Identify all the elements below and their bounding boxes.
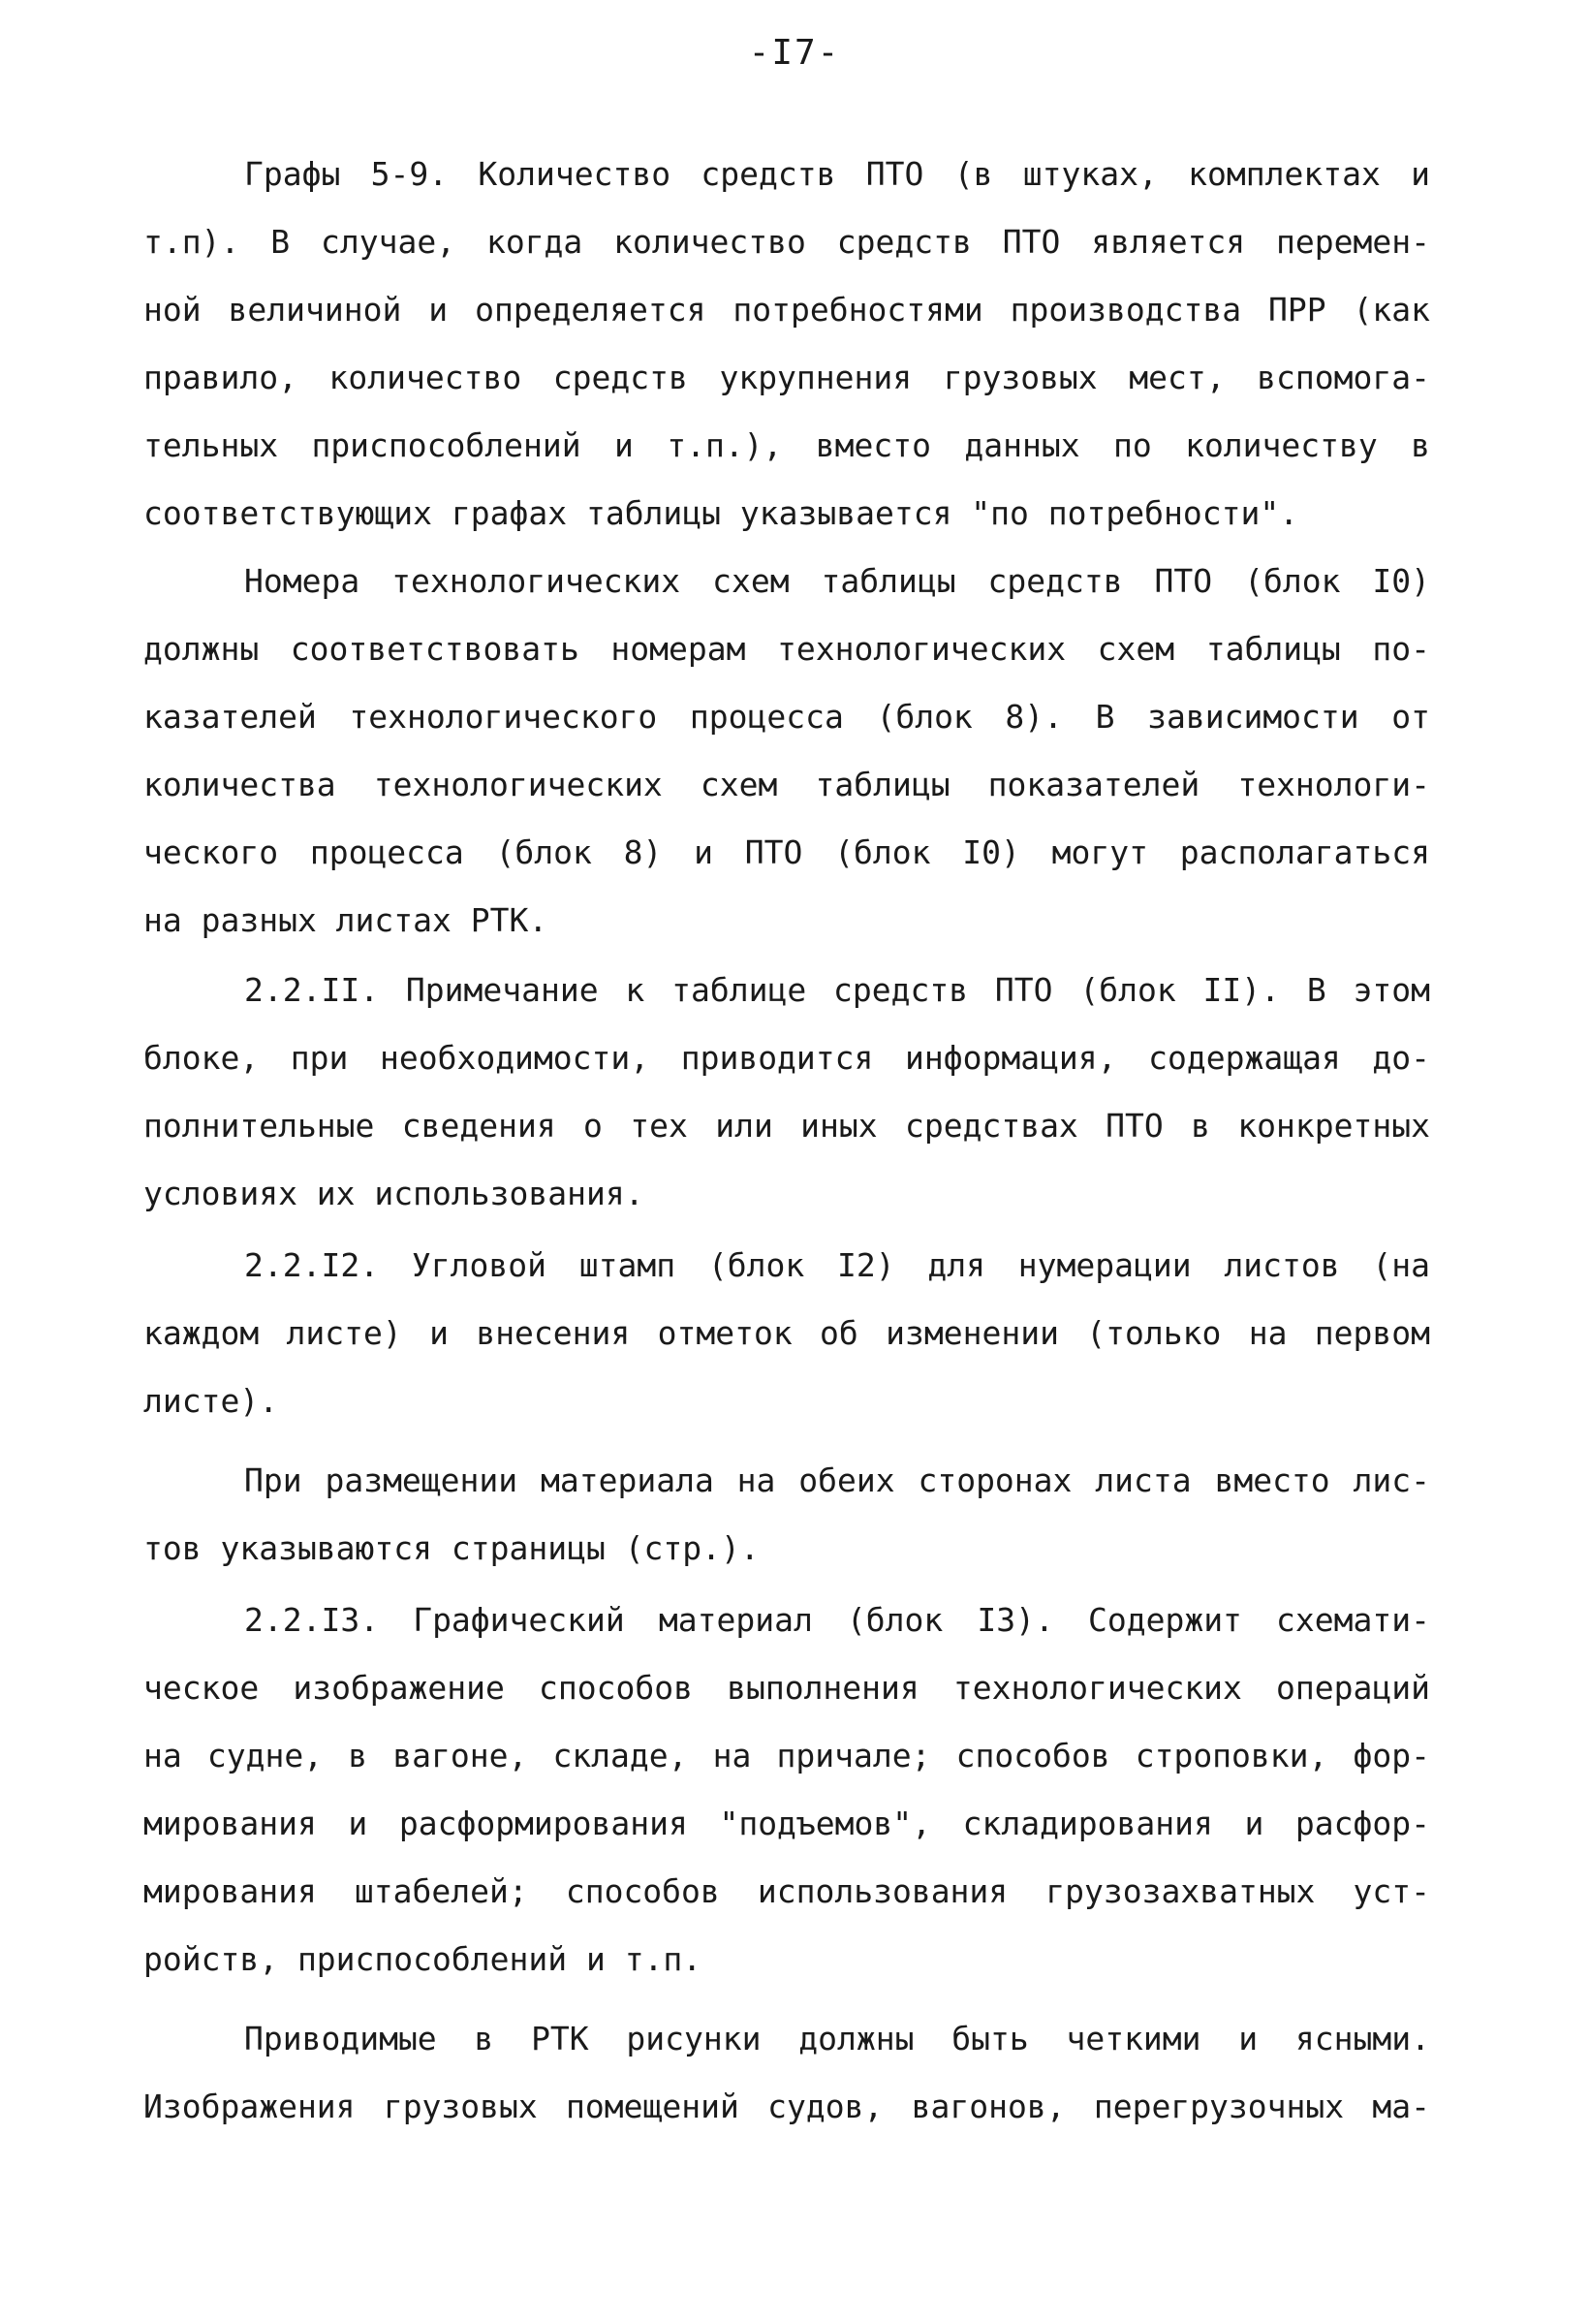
page-number: -I7- [748,33,841,73]
text-line: блоке, при необходимости, приводится информация, содержащая до- [143,1039,1430,1077]
text-line: условиях их использования. [143,1175,644,1212]
text-line: тельных приспособлений и т.п.), вместо данных по количеству в [143,426,1430,464]
text-line: ческого процесса (блок 8) и ПТО (блок I0) могут располагаться [143,833,1430,871]
text-line: 2.2.I3. Графический материал (блок I3). Содержит схемати- [244,1601,1430,1639]
text-line: на судне, в вагоне, складе, на причале; способов строповки, фор- [143,1737,1430,1774]
text-line: Приводимые в РТК рисунки должны быть четкими и ясными. [244,2020,1430,2057]
text-line: правило, количество средств укрупнения грузовых мест, вспомога- [143,359,1430,396]
text-line: ной величиной и определяется потребностями производства ПРР (как [143,291,1430,329]
text-line: ческое изображение способов выполнения технологических операций [143,1669,1430,1707]
text-line: Изображения грузовых помещений судов, вагонов, перегрузочных ма- [143,2088,1430,2125]
text-line: Графы 5-9. Количество средств ПТО (в штуках, комплектах и [244,155,1430,193]
text-line: соответствующих графах таблицы указывается "по потребности". [143,494,1299,532]
text-line: тов указываются страницы (стр.). [143,1529,760,1567]
text-line: казателей технологического процесса (блок 8). В зависимости от [143,698,1430,736]
text-line: должны соответствовать номерам технологических схем таблицы по- [143,630,1430,668]
text-line: 2.2.I2. Угловой штамп (блок I2) для нумерации листов (на [244,1246,1430,1284]
text-line: т.п). В случае, когда количество средств ПТО является перемен- [143,223,1430,261]
text-line: Номера технологических схем таблицы средств ПТО (блок I0) [244,562,1430,600]
text-line: количества технологических схем таблицы показателей технологи- [143,766,1430,803]
text-line: мирования и расформирования "подъемов", складирования и расфор- [143,1805,1430,1842]
text-line: 2.2.II. Примечание к таблице средств ПТО (блок II). В этом [244,971,1430,1009]
text-line: полнительные сведения о тех или иных средствах ПТО в конкретных [143,1107,1430,1145]
text-line: При размещении материала на обеих сторонах листа вместо лис- [244,1461,1430,1499]
text-line: мирования штабелей; способов использования грузозахватных уст- [143,1872,1430,1910]
text-line: на разных листах РТК. [143,901,548,939]
text-line: каждом листе) и внесения отметок об изменении (только на первом [143,1314,1430,1352]
text-line: ройств, приспособлений и т.п. [143,1940,702,1978]
text-line: листе). [143,1382,279,1420]
